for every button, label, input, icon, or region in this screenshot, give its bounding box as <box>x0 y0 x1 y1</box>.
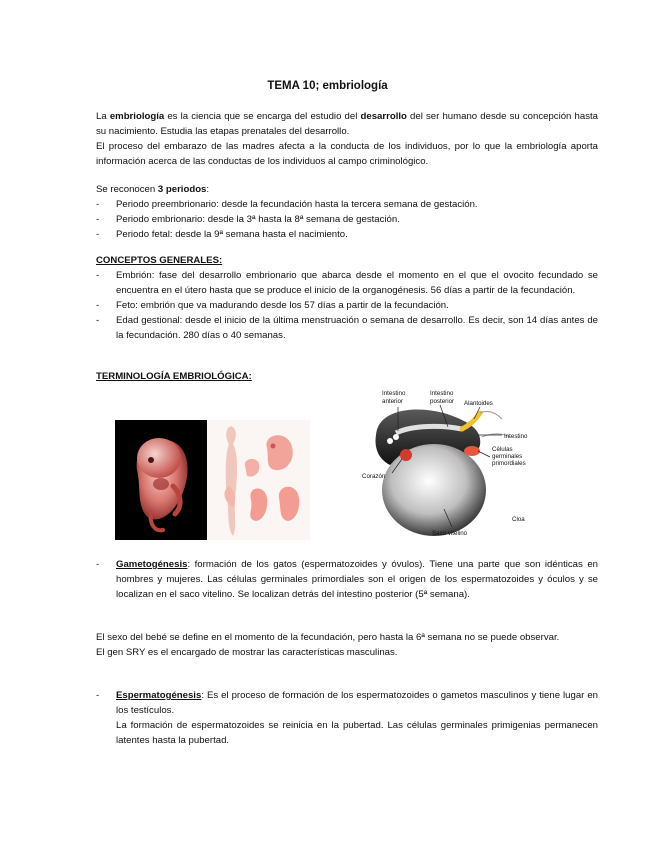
gametogenesis-section <box>96 557 598 602</box>
list-item <box>96 197 598 212</box>
terminology-section <box>96 369 598 384</box>
bold-term: desarrollo <box>360 111 407 122</box>
list-dash: - <box>96 559 100 570</box>
label-celulas-l3: primordiales <box>492 460 526 467</box>
label-intestino-posterior-l1: Intestino <box>430 390 454 397</box>
text-run: La <box>96 111 110 122</box>
list-dash: - <box>96 199 100 210</box>
text-run: es la ciencia que se encarga del estudio del <box>164 111 361 122</box>
bold-term: embriología <box>109 111 165 122</box>
list-item <box>96 313 598 343</box>
espermatogenesis-paragraph-2: La formación de espermatozoides se reinicia en la pubertad. Las células germinales primigenias permanecen latentes hasta la pubertad. <box>116 720 598 746</box>
label-celulas-l1: Células <box>492 446 513 453</box>
page-title: TEMA 10; embriología <box>267 80 388 92</box>
list-dash: - <box>96 214 100 225</box>
label-cloa: Cloa <box>512 516 525 523</box>
espermatogenesis-section <box>96 688 598 748</box>
embryo-photo-graphic <box>115 420 207 540</box>
list-item-text: : Es el proceso de formación de los espermatozoides o gametos masculinos y tiene lugar en los testículos. <box>116 690 598 716</box>
intro-paragraph-1 <box>96 109 598 139</box>
list-dash: - <box>96 229 100 240</box>
list-dash: - <box>96 315 100 326</box>
list-item-text: Periodo fetal: desde la 9ª semana hasta el nacimiento. <box>116 229 348 240</box>
list-item-text: Embrión: fase del desarrollo embrionario que abarca desde el momento en el que el ovocito fecundado se encuentra en el útero hasta que se produce el inicio de la organogénesis. 56 días a partir de la fecundación. <box>116 270 598 296</box>
label-intestino-anterior-l1: Intestino <box>382 390 406 397</box>
embryo-anatomy-graphic <box>362 385 542 540</box>
label-intestino: Intestino <box>504 433 528 440</box>
list-item <box>96 557 598 602</box>
list-item <box>96 212 598 227</box>
bold-term: Espermatogénesis <box>116 690 202 701</box>
label-saco-vitelino: Saco vitelino <box>432 530 468 537</box>
bold-term: 3 periodos <box>157 184 207 195</box>
intro-paragraph-2: El proceso del embarazo de las madres afecta a la conducta de los individuos, por lo que la embriología aporta información acerca de las conductas de los individuos al campo criminológico. <box>96 141 598 167</box>
periods-lead <box>96 182 598 197</box>
label-intestino-anterior-l2: anterior <box>382 398 403 405</box>
terminology-heading: TERMINOLOGÍA EMBRIOLÓGICA: <box>96 371 252 382</box>
sex-section <box>96 630 598 660</box>
label-celulas-l2: germinales <box>492 453 523 460</box>
embryo-anatomy-diagram <box>362 385 542 540</box>
list-item-text: Edad gestional: desde el inicio de la última menstruación o semana de desarrollo. Es decir, son 14 días antes de la fecundación. 280 días o 40 semanas. <box>116 315 598 341</box>
list-item <box>96 298 598 313</box>
list-dash: - <box>96 270 100 281</box>
list-item <box>96 268 598 298</box>
label-corazon: Corazón <box>362 473 386 480</box>
periods-section <box>96 182 598 242</box>
list-item <box>96 227 598 242</box>
embryo-photo <box>115 420 207 540</box>
list-item-text: Periodo preembrionario: desde la fecundación hasta la tercera semana de gestación. <box>116 199 478 210</box>
intro-section <box>96 109 598 169</box>
embryo-stages-graphic <box>207 420 310 540</box>
label-intestino-posterior-l2: posterior <box>430 398 455 405</box>
text-run: : <box>206 184 210 195</box>
concepts-section <box>96 253 598 343</box>
list-item <box>96 688 598 718</box>
bold-term: Gametogénesis <box>116 559 188 570</box>
concepts-heading: CONCEPTOS GENERALES: <box>96 255 223 266</box>
list-item-text: Periodo embrionario: desde la 3ª hasta la 8ª semana de gestación. <box>116 214 400 225</box>
label-alantoides: Alantoides <box>464 400 493 407</box>
text-run: Se reconocen <box>96 184 158 195</box>
list-item-text: Feto: embrión que va madurando desde los 57 días a partir de la fecundación. <box>116 300 449 311</box>
sex-paragraph-1: El sexo del bebé se define en el momento de la fecundación, pero hasta la 6ª semana no se puede observar. <box>96 632 560 643</box>
sex-paragraph-2: El gen SRY es el encargado de mostrar las características masculinas. <box>96 647 398 658</box>
embryo-stages-illustration <box>207 420 310 540</box>
list-dash: - <box>96 690 100 701</box>
list-dash: - <box>96 300 100 311</box>
text-run: del ser humano desde su concepción hasta su nacimiento. Estudia las etapas prenatales del desarrollo. <box>96 111 599 137</box>
list-item-text: : formación de los gatos (espermatozoides y óvulos). Tiene una parte que son idénticas en hombres y mujeres. Las células germinales primordiales son el origen de los espermatozoides y óculos y se localizan en el saco vitelino. Se localizan detrás del intestino posterior (5ª semana). <box>116 559 598 600</box>
